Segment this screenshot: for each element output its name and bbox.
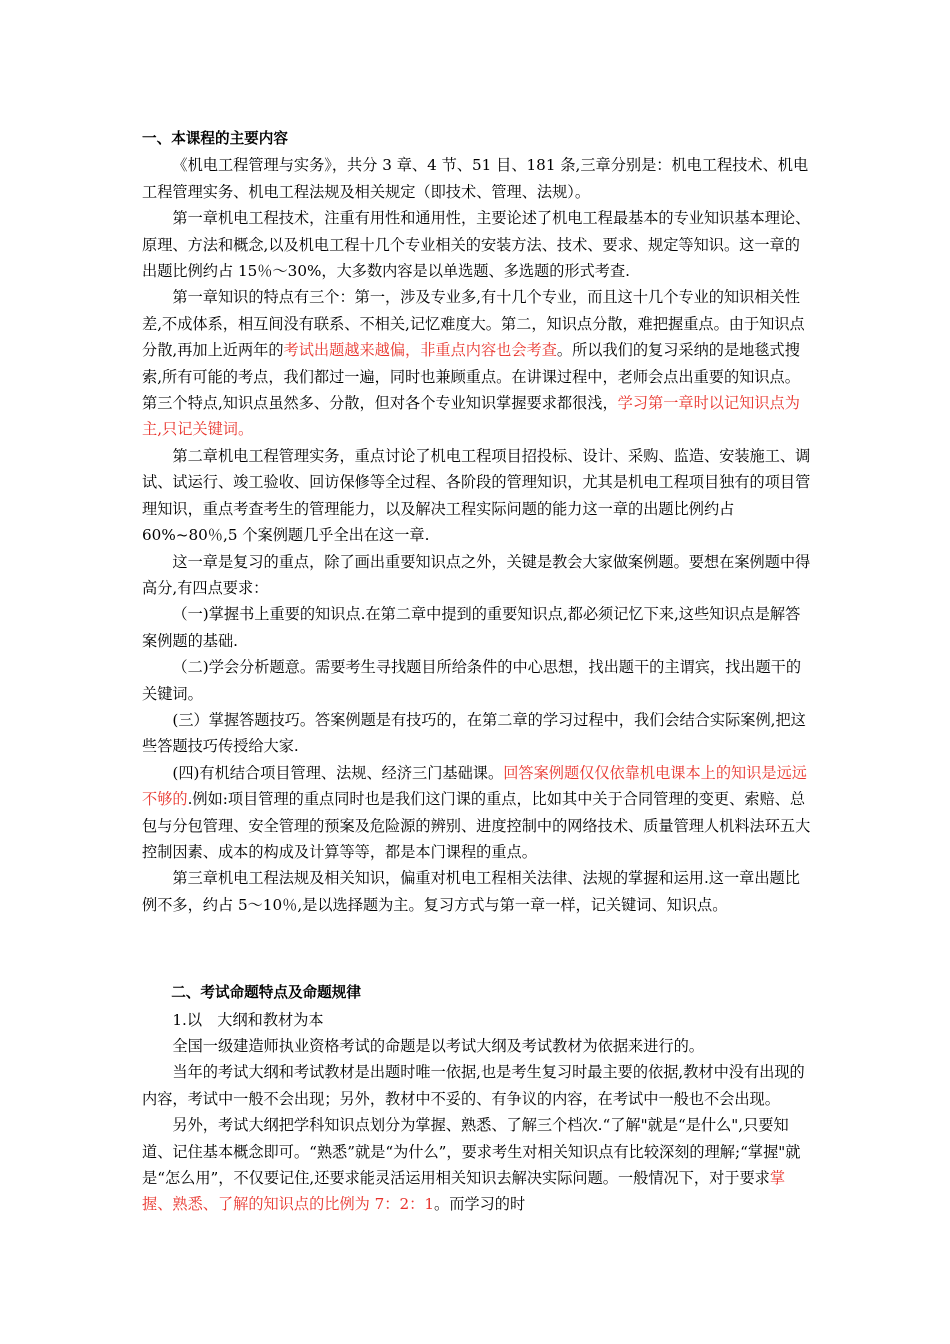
text-run: 。所以我们的复习采纳的是地毯式搜索,所有可能的考点，我们都过一遍，同时也兼顾重点。在讲课过程中，老师会点出重要的知识点。第三个特点,知识点虽然多、分散，但对各个专业知识掌握要求都很浅， — [142, 341, 800, 413]
highlighted-text: 掌握、熟悉、了解的知识点的比例为 7：2：1 — [142, 1169, 786, 1214]
paragraph-requirement-2: （二)学会分析题意。需要考生寻找题目所给条件的中心思想，找出题干的主谓宾，找出题干的关键词。 — [142, 658, 802, 703]
text-run: 另外，考试大纲把学科知识点划分为掌握、熟悉、了解三个档次.“了解"就是“是什么",只要知道、记住基本概念即可。“熟悉”就是“为什么”，要求考生对相关知识点有比较深刻的理解;“掌握"就是“怎么用”，不仅要记住,还要求能灵活运用相关知识去解决实际问题。一般情况下，对于要求 — [142, 1116, 801, 1188]
paragraph-chapter1-intro: 第一章机电工程技术，注重有用性和通用性，主要论述了机电工程最基本的专业知识基本理论、原理、方法和概念,以及机电工程十几个专业相关的安装方法、技术、要求、规定等知识。这一章的出题比例约占 15％～30%，大多数内容是以单选题、多选题的形式考查. — [142, 209, 811, 281]
text-run: 第一章知识的特点有三个：第一，涉及专业多,有十几个专业，而且这十几个专业的知识相关性差,不成体系，相互间没有联系、不相关,记忆难度大。第二，知识点分散，难把握重点。由于知识点分散,再加上近两年的 — [142, 288, 805, 360]
paragraph-chapter2-focus: 这一章是复习的重点，除了画出重要知识点之外，关键是教会大家做案例题。要想在案例题中得高分,有四点要求： — [142, 552, 811, 597]
paragraph-requirement-1: （一)掌握书上重要的知识点.在第二章中提到的重要知识点,都必须记忆下来,这些知识点是解答案例题的基础. — [142, 605, 801, 650]
paragraph-chapter3-intro: 第三章机电工程法规及相关知识，偏重对机电工程相关法律、法规的掌握和运用.这一章出题比例不多，约占 5～10％,是以选择题为主。复习方式与第一章一样，记关键词、知识点。 — [142, 869, 800, 914]
paragraph-chapter1-features — [142, 284, 811, 442]
text-run: (四)有机结合项目管理、法规、经济三门基础课。 — [172, 763, 504, 782]
paragraph-requirement-4 — [142, 760, 811, 866]
paragraph-chapter2-intro: 第二章机电工程管理实务，重点讨论了机电工程项目招投标、设计、采购、监造、安装施工、调试、试运行、竣工验收、回访保修等全过程、各阶段的管理知识，尤其是机电工程项目独有的项目管理知识，重点考查考生的管理能力，以及解决工程实际问题的能力这一章的出题比例约占 60%~80％,5 个案例题几乎全出在这一章. — [142, 446, 811, 545]
document-body — [142, 126, 811, 1218]
section-heading-exam-features: 二、考试命题特点及命题规律 — [171, 984, 361, 1002]
paragraph-syllabus-role: 当年的考试大纲和考试教材是出题时唯一依据,也是考生复习时最主要的依据,教材中没有出现的内容，考试中一般不会出现；另外，教材中不妥的、有争议的内容，在考试中一般也不会出现。 — [142, 1063, 805, 1108]
highlighted-text: 回答案例题仅仅依靠机电课本上的知识是远远不够的 — [142, 763, 807, 809]
paragraph-knowledge-levels — [142, 1112, 811, 1218]
section-heading-main-content: 一、本课程的主要内容 — [142, 130, 288, 147]
highlighted-text: 学习第一章时以记知识点为主,只记关键词。 — [142, 394, 800, 439]
text-run: .例如:项目管理的重点同时也是我们这门课的重点，比如其中关于合同管理的变更、索赔、总包与分包管理、安全管理的预案及危险源的辨别、进度控制中的网络技术、质量管理人机料法环五大控制因素、成本的构成及计算等等，都是本门课程的重点。 — [142, 790, 811, 861]
section-spacer — [142, 918, 811, 980]
text-run: 。而学习的时 — [434, 1195, 526, 1214]
highlighted-text: 考试出题越来越偏，非重点内容也会考查 — [283, 341, 557, 360]
paragraph-exam-basis: 全国一级建造师执业资格考试的命题是以考试大纲及考试教材为依据来进行的。 — [172, 1037, 704, 1055]
paragraph-requirement-3: (三）掌握答题技巧。答案例题是有技巧的，在第二章的学习过程中，我们会结合实际案例,把这些答题技巧传授给大家. — [142, 710, 806, 756]
paragraph-course-overview: 《机电工程管理与实务》，共分 3 章、4 节、51 目、181 条,三章分别是：机电工程技术、机电工程管理实务、机电工程法规及相关规定（即技术、管理、法规）。 — [142, 156, 809, 201]
subheading-syllabus-basis: 1.以 大纲和教材为本 — [172, 1010, 324, 1029]
